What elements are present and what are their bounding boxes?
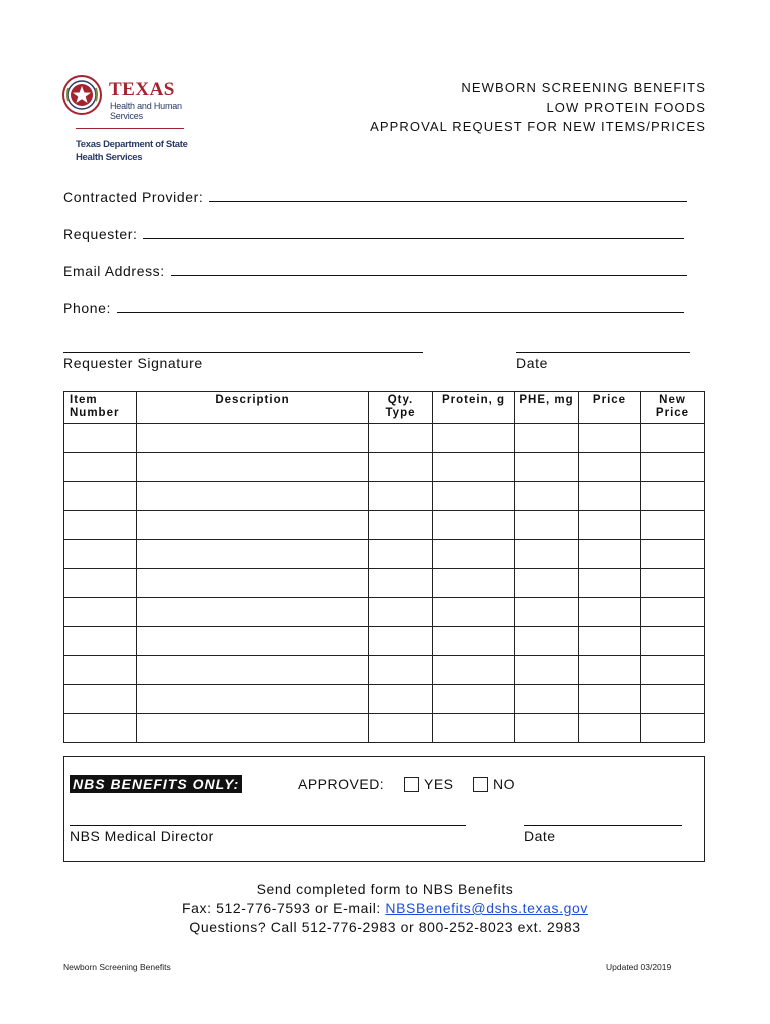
director-date-line[interactable]	[524, 825, 682, 826]
texas-seal-icon	[62, 75, 102, 115]
table-cell[interactable]	[64, 511, 137, 540]
table-cell[interactable]	[433, 424, 515, 453]
table-row	[64, 540, 705, 569]
title-line1: NEWBORN SCREENING BENEFITS	[461, 80, 706, 95]
table-cell[interactable]	[433, 598, 515, 627]
table-cell[interactable]	[641, 569, 705, 598]
table-cell[interactable]	[515, 540, 579, 569]
email-link[interactable]: NBSBenefits@dshs.texas.gov	[385, 900, 588, 916]
no-checkbox[interactable]	[473, 777, 488, 792]
requester-line[interactable]	[143, 224, 684, 239]
table-cell[interactable]	[579, 453, 641, 482]
table-cell[interactable]	[579, 656, 641, 685]
table-cell[interactable]	[433, 453, 515, 482]
table-cell[interactable]	[515, 569, 579, 598]
dshs-logo	[62, 73, 188, 165]
table-row	[64, 569, 705, 598]
table-cell[interactable]	[137, 453, 369, 482]
email-label: Email Address:	[63, 263, 165, 279]
brand-subtitle-line1: Health and Human	[110, 101, 182, 111]
table-cell[interactable]	[137, 598, 369, 627]
footer-updated-note: Updated 03/2019	[606, 962, 672, 972]
table-row	[64, 656, 705, 685]
table-cell[interactable]	[641, 540, 705, 569]
nbs-benefits-only-label: NBS BENEFITS ONLY:	[70, 775, 242, 793]
table-row	[64, 511, 705, 540]
approved-label: APPROVED:	[298, 776, 385, 792]
table-cell[interactable]	[515, 511, 579, 540]
table-cell[interactable]	[433, 627, 515, 656]
col-new-price: New Price	[641, 392, 705, 424]
table-cell[interactable]	[641, 714, 705, 743]
table-cell[interactable]	[137, 511, 369, 540]
table-cell[interactable]	[369, 511, 433, 540]
col-protein: Protein, g	[433, 392, 515, 424]
title-line2: LOW PROTEIN FOODS	[546, 99, 706, 115]
table-cell[interactable]	[137, 540, 369, 569]
table-cell[interactable]	[641, 627, 705, 656]
department-line2: Health Services	[76, 152, 143, 163]
table-cell[interactable]	[369, 598, 433, 627]
signature-date-line[interactable]	[516, 352, 690, 353]
table-cell[interactable]	[137, 627, 369, 656]
yes-label: YES	[424, 776, 454, 792]
email-field[interactable]	[63, 261, 687, 279]
table-cell[interactable]	[579, 482, 641, 511]
brand-divider	[76, 128, 184, 129]
yes-checkbox[interactable]	[404, 777, 419, 792]
brand-subtitle-line2: Services	[110, 111, 143, 121]
table-cell[interactable]	[641, 598, 705, 627]
email-line[interactable]	[171, 261, 687, 276]
col-phe: PHE, mg	[515, 392, 579, 424]
table-row	[64, 627, 705, 656]
requester-date-label: Date	[516, 355, 548, 371]
table-cell[interactable]	[433, 656, 515, 685]
table-cell[interactable]	[64, 540, 137, 569]
table-cell[interactable]	[137, 685, 369, 714]
table-row	[64, 482, 705, 511]
table-cell[interactable]	[64, 656, 137, 685]
requester-signature-label: Requester Signature	[63, 355, 203, 371]
table-cell[interactable]	[433, 540, 515, 569]
table-cell[interactable]	[579, 627, 641, 656]
table-cell[interactable]	[137, 714, 369, 743]
table-cell[interactable]	[369, 540, 433, 569]
table-cell[interactable]	[433, 685, 515, 714]
table-cell[interactable]	[64, 453, 137, 482]
requester-field[interactable]	[63, 224, 684, 242]
table-cell[interactable]	[641, 656, 705, 685]
table-cell[interactable]	[369, 656, 433, 685]
table-cell[interactable]	[579, 598, 641, 627]
table-cell[interactable]	[515, 482, 579, 511]
table-cell[interactable]	[579, 714, 641, 743]
questions-line: Questions? Call 512-776-2983 or 800-252-8023 ext. 2983	[189, 919, 581, 935]
contracted-provider-field[interactable]	[63, 187, 687, 205]
table-cell[interactable]	[64, 424, 137, 453]
table-cell[interactable]	[369, 424, 433, 453]
table-cell[interactable]	[137, 569, 369, 598]
table-cell[interactable]	[137, 424, 369, 453]
table-cell[interactable]	[579, 424, 641, 453]
table-cell[interactable]	[641, 685, 705, 714]
table-cell[interactable]	[579, 685, 641, 714]
table-cell[interactable]	[579, 540, 641, 569]
table-cell[interactable]	[433, 511, 515, 540]
table-cell[interactable]	[515, 424, 579, 453]
nbs-benefits-section	[63, 756, 705, 862]
table-cell[interactable]	[369, 453, 433, 482]
table-cell[interactable]	[641, 482, 705, 511]
brand-subtitle	[110, 101, 182, 121]
table-cell[interactable]	[369, 685, 433, 714]
signature-line[interactable]	[63, 352, 423, 353]
table-cell[interactable]	[641, 511, 705, 540]
no-label: NO	[493, 776, 515, 792]
table-cell[interactable]	[137, 656, 369, 685]
table-header-row	[64, 392, 705, 424]
table-row	[64, 685, 705, 714]
table-cell[interactable]	[137, 482, 369, 511]
items-table	[63, 391, 705, 743]
department-line1: Texas Department of State	[76, 139, 188, 150]
col-item-number: Item Number	[64, 392, 137, 424]
table-row	[64, 453, 705, 482]
table-cell[interactable]	[64, 627, 137, 656]
table-cell[interactable]	[369, 714, 433, 743]
table-row	[64, 424, 705, 453]
phone-line[interactable]	[117, 298, 684, 313]
requester-label: Requester:	[63, 226, 138, 242]
brand-department	[76, 138, 188, 164]
contracted-provider-line[interactable]	[209, 187, 687, 202]
col-price: Price	[579, 392, 641, 424]
table-row	[64, 598, 705, 627]
col-qty-type: Qty. Type	[369, 392, 433, 424]
director-signature-line[interactable]	[70, 825, 466, 826]
table-cell[interactable]	[433, 714, 515, 743]
table-cell[interactable]	[369, 627, 433, 656]
form-title	[370, 78, 706, 137]
fax-text: Fax: 512-776-7593 or E-mail:	[182, 900, 386, 916]
table-cell[interactable]	[515, 714, 579, 743]
table-cell[interactable]	[369, 482, 433, 511]
footer-left-note: Newborn Screening Benefits	[63, 962, 171, 972]
title-line3: APPROVAL REQUEST FOR NEW ITEMS/PRICES	[370, 119, 706, 134]
table-cell[interactable]	[515, 656, 579, 685]
table-cell[interactable]	[579, 511, 641, 540]
contracted-provider-label: Contracted Provider:	[63, 189, 204, 205]
table-cell[interactable]	[64, 598, 137, 627]
nbs-medical-director-label: NBS Medical Director	[70, 828, 214, 844]
table-cell[interactable]	[433, 482, 515, 511]
director-date-label: Date	[524, 828, 556, 844]
table-cell[interactable]	[64, 569, 137, 598]
table-cell[interactable]	[515, 453, 579, 482]
table-cell[interactable]	[64, 714, 137, 743]
table-cell[interactable]	[433, 569, 515, 598]
table-cell[interactable]	[515, 627, 579, 656]
table-cell[interactable]	[579, 569, 641, 598]
phone-field[interactable]	[63, 298, 684, 316]
table-cell[interactable]	[515, 598, 579, 627]
col-description: Description	[137, 392, 369, 424]
send-instructions: Send completed form to NBS Benefits	[256, 881, 514, 897]
table-cell[interactable]	[515, 685, 579, 714]
table-cell[interactable]	[369, 569, 433, 598]
table-row	[64, 714, 705, 743]
phone-label: Phone:	[63, 300, 111, 316]
table-cell[interactable]	[64, 482, 137, 511]
brand-texas: TEXAS	[109, 79, 175, 100]
table-cell[interactable]	[641, 453, 705, 482]
table-cell[interactable]	[64, 685, 137, 714]
table-cell[interactable]	[641, 424, 705, 453]
fax-email-line	[0, 900, 770, 916]
